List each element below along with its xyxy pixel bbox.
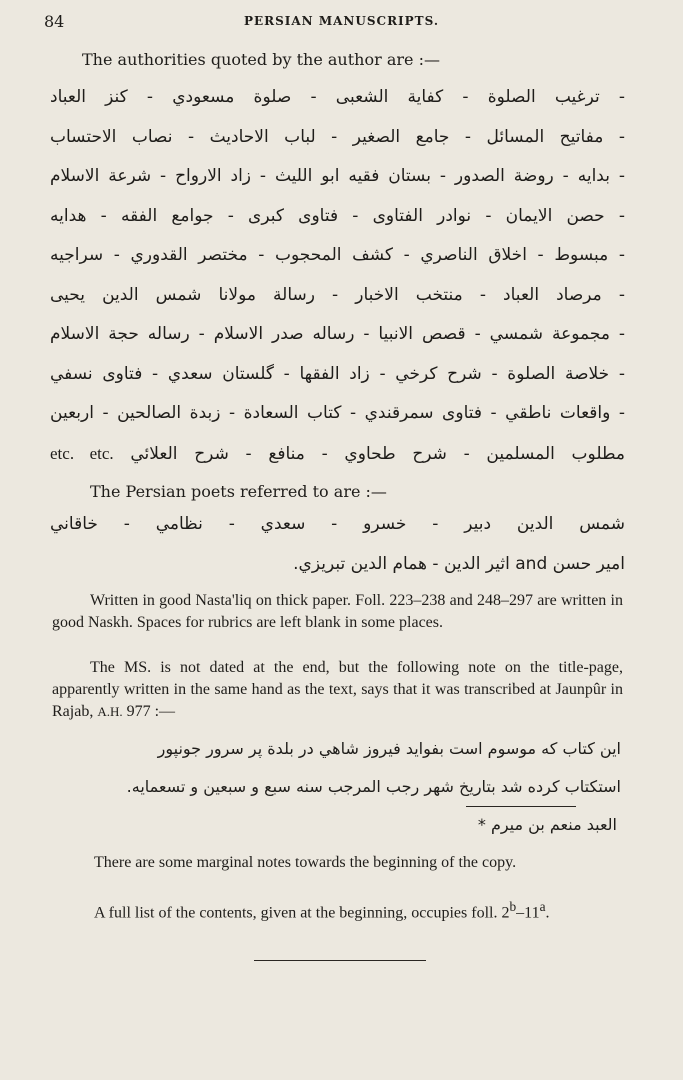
- authorities-line: - ترغيب الصلوة - كفاية الشعبى - صلوة مسعودي - كنز العباد: [50, 87, 625, 107]
- poets-list: [50, 505, 625, 584]
- section-end-rule: [254, 960, 426, 961]
- authorities-line: - خلاصة الصلوة - شرح كرخي - زاد الفقها - گلستان سعدي - فتاوى نسفي: [50, 363, 625, 384]
- authorities-last-line: [50, 434, 625, 474]
- contents-paragraph: [52, 896, 623, 924]
- etc-suffix: etc. etc.: [50, 443, 114, 463]
- poets-line: شمس الدين دبير - خسرو - سعدي - نظامي - خاقاني: [50, 514, 625, 534]
- folio-superscript: b: [509, 899, 517, 914]
- authorities-list: [50, 78, 625, 473]
- authorities-line: - مبسوط - اخلاق الناصري - كشف المحجوب - مختصر القدوري - سراجيه: [50, 245, 625, 265]
- note-line: العبد منعم بن ميرم *: [477, 815, 617, 834]
- note-line: اين كتاب كه موسوم است بفوايد فيروز شاهي در بلدة پر سرور جونپور: [157, 739, 621, 758]
- poets-line: امير حسن and اثير الدين - همام الدين تبريزي.: [293, 553, 625, 574]
- date-paragraph-text: The MS. is not dated at the end, but the following note on the title-page, apparently written in the same hand as the text, says that it was transcribed at Jaunpûr in Rajab,: [52, 659, 623, 720]
- authorities-last-arabic: مطلوب المسلمين - شرح طحاوي - منافع - شرح العلائي: [130, 443, 625, 464]
- date-paragraph: [52, 657, 623, 723]
- page-header: [44, 12, 639, 34]
- note-rule: [466, 806, 576, 807]
- authorities-line: - بدايه - روضة الصدور - بستان فقيه ابو الليث - زاد الارواح - شرعة الاسلام: [50, 166, 625, 186]
- note-line: استكتاب كرده شد بتاريخ شهر رجب المرجب سنه سبع و سبعين و تسعمايه.: [126, 777, 621, 796]
- authorities-line: - مفاتيح المسائل - جامع الصغير - لباب الاحاديث - نصاب الاحتساب: [50, 126, 625, 147]
- page-number: 84: [44, 12, 65, 31]
- running-head: PERSIAN MANUSCRIPTS.: [243, 14, 440, 28]
- contents-text: A full list of the contents, given at the beginning, occupies foll. 2: [94, 904, 510, 922]
- authorities-line: - مجموعة شمسي - قصص الانبيا - رساله صدر الاسلام - رساله حجة الاسلام: [50, 324, 625, 344]
- authorities-line: - حصن الايمان - نوادر الفتاوى - فتاوى كبرى - جوامع الفقه - هدايه: [50, 205, 625, 226]
- marginal-notes-paragraph: There are some marginal notes towards the beginning of the copy.: [94, 854, 517, 871]
- era-abbrev: A.H.: [97, 704, 123, 719]
- authorities-intro: The authorities quoted by the author are :—: [82, 50, 440, 69]
- authorities-line: - مرصاد العباد - منتخب الاخبار - رسالة مولانا شمس الدين يحيى: [50, 284, 625, 305]
- folio-superscript: a: [539, 899, 546, 914]
- poets-intro: The Persian poets referred to are :—: [90, 482, 387, 501]
- date-paragraph-end: 977 :—: [122, 703, 176, 720]
- description-paragraph: Written in good Nasta'liq on thick paper. Foll. 223–238 and 248–297 are written in good Naskh. Spaces for rubrics are left blank in some places.: [52, 592, 623, 631]
- colophon-note: [52, 730, 621, 844]
- contents-range: –11: [516, 904, 540, 922]
- contents-end: .: [545, 904, 550, 922]
- authorities-line: - واقعات ناطقي - فتاوى سمرقندي - كتاب السعادة - زبدة الصالحين - اربعين: [50, 403, 625, 423]
